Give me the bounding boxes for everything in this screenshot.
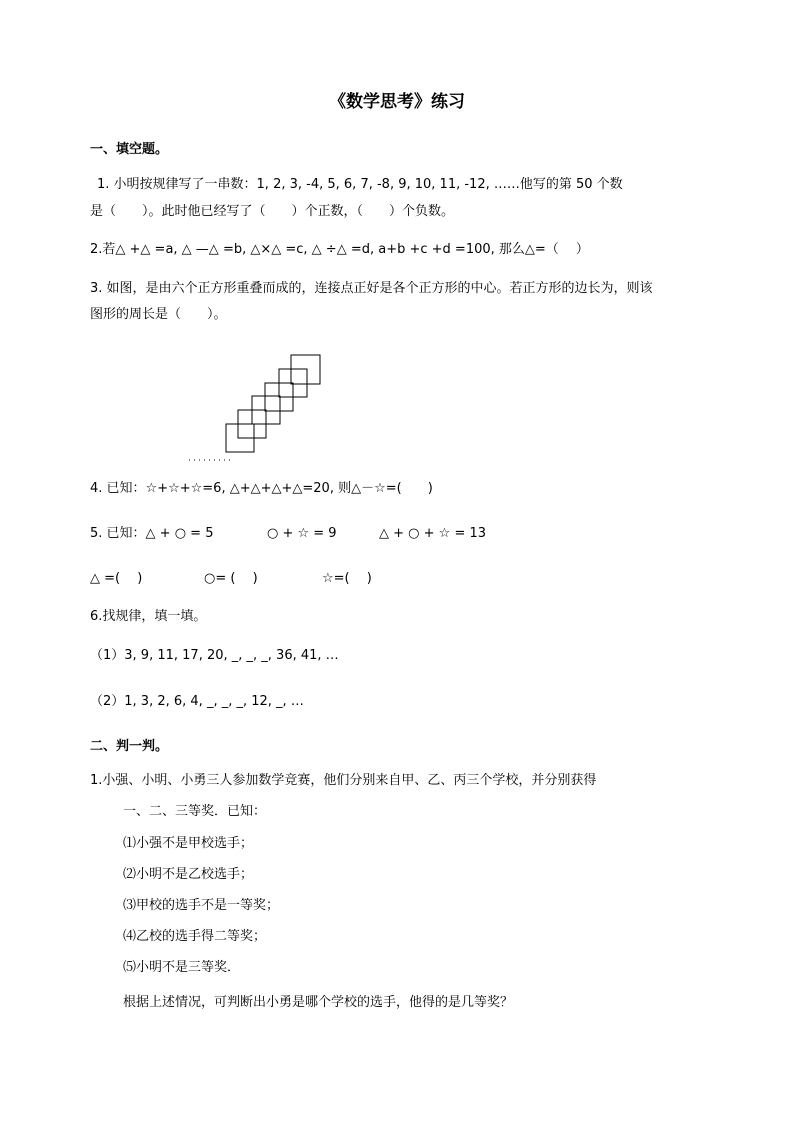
condition-5: ⑸小明不是三等奖． (123, 960, 241, 975)
section-2-heading: 二、判一判。 (90, 739, 169, 754)
overlapping-squares-figure (186, 350, 336, 464)
question-2: 2.若△ +△ =a, △ —△ =b, △×△ =c, △ ÷△ =d, a+b +c +d =100, 那么△=（ ） (90, 242, 589, 257)
question-5-answer-b: ○= ( ) (204, 571, 258, 586)
question-4: 4. 已知：☆+☆+☆=6, △+△+△+△=20, 则△－☆=( ) (90, 481, 433, 496)
question-3-line-2: 图形的周长是（ ）。 (90, 307, 227, 322)
question-6-part-1: （1）3, 9, 11, 17, 20, _, _, _, 36, 41, … (90, 648, 339, 663)
question-3-line-1: 3. 如图，是由六个正方形重叠而成的，连接点正好是各个正方形的中心。若正方形的边长为，则该 (90, 281, 653, 296)
final-question: 根据上述情况，可判断出小勇是哪个学校的选手，他得的是几等奖？ (123, 995, 514, 1010)
condition-2: ⑵小明不是乙校选手； (123, 867, 254, 882)
page-title: 《数学思考》练习 (329, 92, 465, 112)
question-1-line-1: 1. 小明按规律写了一串数：1, 2, 3, -4, 5, 6, 7, -8, 9, 10, 11, -12, ……他写的第 50 个数 (97, 177, 623, 192)
condition-3: ⑶甲校的选手不是一等奖； (123, 898, 280, 913)
question-5-equation-c: △ + ○ + ☆ = 13 (379, 526, 487, 541)
section-1-heading: 一、填空题。 (90, 142, 169, 157)
condition-4: ⑷乙校的选手得二等奖； (123, 929, 267, 944)
question-5-answer-a: △ =( ) (90, 571, 143, 586)
question-6: 6.找规律，填一填。 (90, 609, 207, 624)
question-5-answer-c: ☆=( ) (322, 571, 372, 586)
question-5-equation-a: 5. 已知：△ + ○ = 5 (90, 526, 214, 541)
judge-question-1-line-1: 1.小强、小明、小勇三人参加数学竞赛，他们分别来自甲、乙、丙三个学校，并分别获得 (90, 773, 597, 788)
question-5-equation-b: ○ + ☆ = 9 (267, 526, 337, 541)
judge-question-1-line-2: 一、二、三等奖．已知： (123, 804, 267, 819)
question-1-line-2: 是（ ）。此时他已经写了（ ）个正数，（ ）个负数。 (90, 204, 455, 219)
condition-1: ⑴小强不是甲校选手； (123, 836, 254, 851)
question-6-part-2: （2）1, 3, 2, 6, 4, _, _, _, 12, _, … (90, 694, 304, 709)
